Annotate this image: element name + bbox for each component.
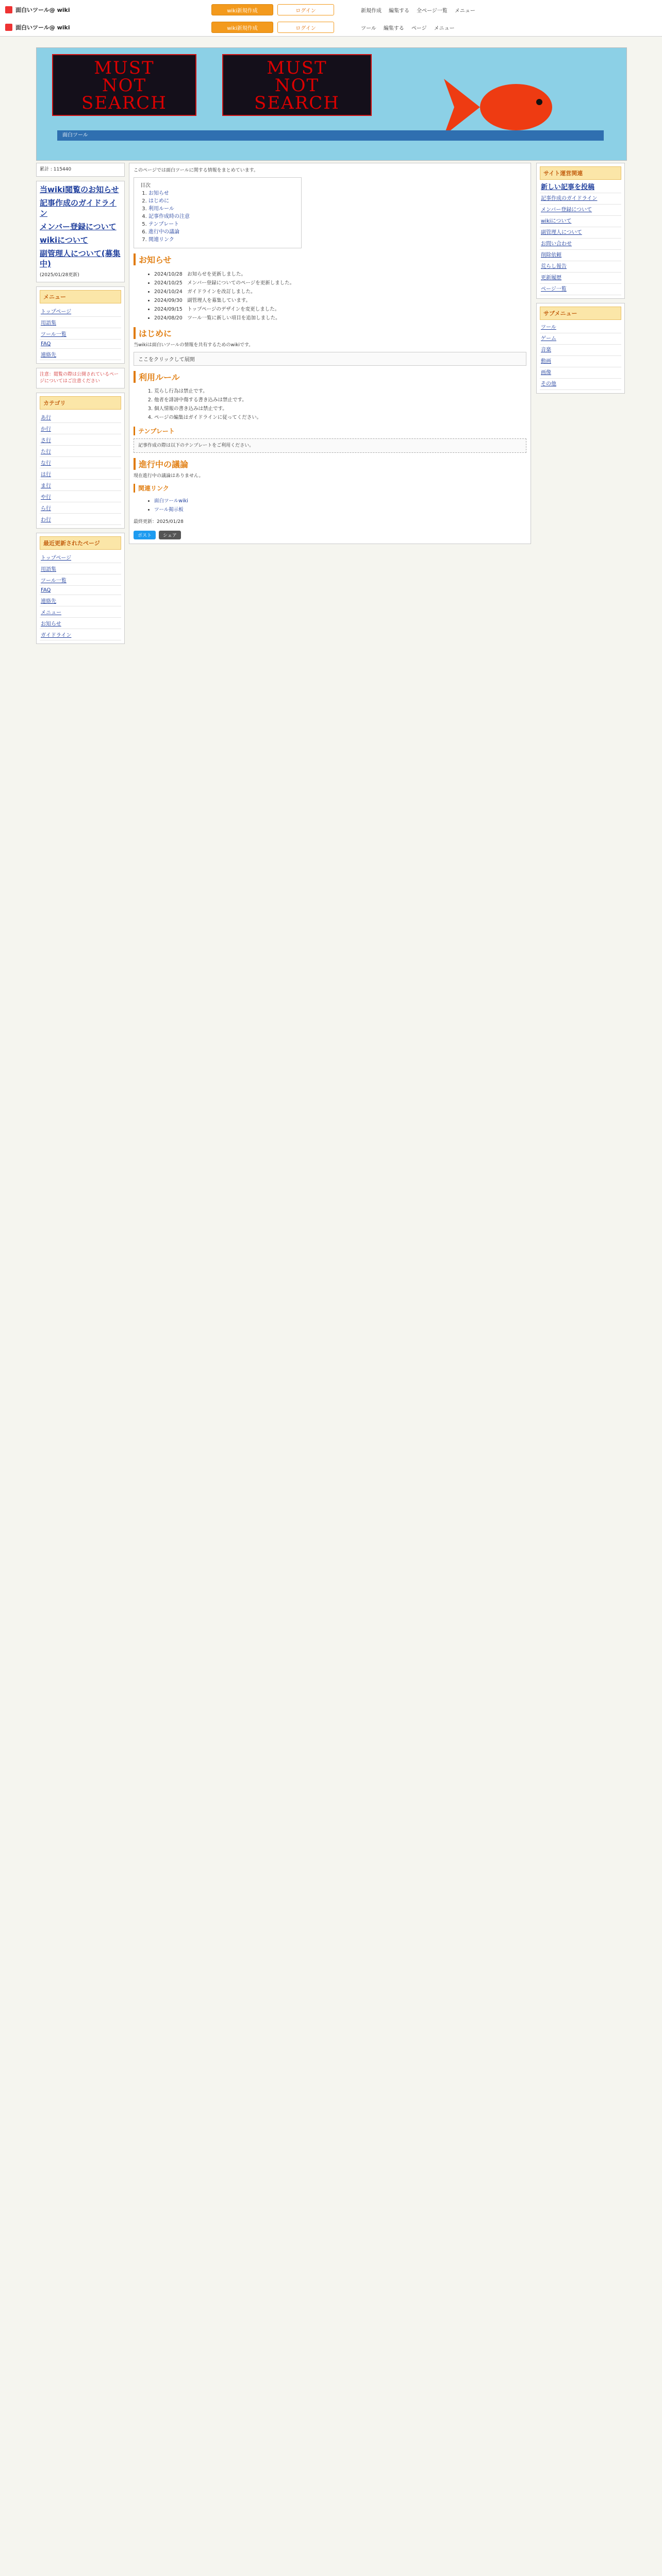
toc-title: 目次 <box>140 183 151 189</box>
toolbar-menu-item[interactable]: 編集する <box>389 8 409 14</box>
category-item[interactable]: さ行 <box>40 434 121 446</box>
share-buttons <box>134 531 526 539</box>
news-item: • 2024/08/20 ツール一覧に新しい項目を追加しました。 <box>154 314 526 322</box>
toolbar-menu-item[interactable]: ツール <box>361 25 376 31</box>
submenu-item[interactable]: 音楽 <box>540 345 621 356</box>
news-list <box>134 270 526 322</box>
template-heading: テンプレート <box>134 427 526 435</box>
site-ops-item[interactable]: お問い合わせ <box>540 239 621 250</box>
rule-item: 3. 個人情報の書き込みは禁止です。 <box>154 405 526 413</box>
recent-item[interactable]: お知らせ <box>40 618 121 629</box>
menu-item[interactable]: トップページ <box>40 306 121 317</box>
categories-box <box>36 393 125 529</box>
notice-box <box>36 368 125 388</box>
recent-item[interactable]: 用語集 <box>40 563 121 574</box>
info-link[interactable]: 当wiki閲覧のお知らせ <box>40 185 119 194</box>
info-link[interactable]: 記事作成のガイドライン <box>40 198 117 218</box>
recent-item[interactable]: トップページ <box>40 552 121 563</box>
toc-link[interactable]: テンプレート <box>148 222 179 227</box>
top-toolbar <box>0 0 662 37</box>
info-link[interactable]: 副管理人について(募集中) <box>40 249 121 268</box>
breadcrumb[interactable]: 面白ツール <box>57 130 604 141</box>
site-ops-item[interactable]: 荒らし報告 <box>540 261 621 273</box>
category-item[interactable]: か行 <box>40 423 121 434</box>
site-ops-item[interactable]: 記事作成のガイドライン <box>540 193 621 205</box>
template-box: 記事作成の際は以下のテンプレートをご利用ください。 <box>134 438 526 453</box>
submenu-item[interactable]: 動画 <box>540 356 621 367</box>
category-item[interactable]: や行 <box>40 491 121 502</box>
site-title[interactable]: 面白いツール@ wiki <box>5 6 70 14</box>
menu-title: メニュー <box>40 290 121 303</box>
toolbar-menu-item[interactable]: 編集する <box>383 25 404 31</box>
notice-text: 注意：閲覧の際は公開されているページについてはご注意ください <box>40 372 119 384</box>
header-banner-right: MUST NOT SEARCH <box>222 54 372 116</box>
news-item: • 2024/10/24 ガイドラインを改訂しました。 <box>154 288 526 296</box>
recent-item[interactable]: FAQ <box>40 586 121 595</box>
discussion-heading: 進行中の議論 <box>134 458 526 470</box>
menu-item[interactable]: FAQ <box>40 340 121 349</box>
about-text: 当wikiは面白いツールの情報を共有するためのwikiです。 <box>134 342 254 348</box>
collapse-toggle[interactable]: ここをクリックして展開 <box>134 352 526 366</box>
submenu-item[interactable]: ゲーム <box>540 333 621 345</box>
right-sidebar <box>536 163 625 398</box>
site-ops-item[interactable]: 削除依頼 <box>540 250 621 261</box>
info-link[interactable]: メンバー登録について <box>40 222 117 231</box>
category-item[interactable]: は行 <box>40 468 121 480</box>
related-link[interactable]: ツール掲示板 <box>154 507 184 513</box>
counter-box <box>36 163 125 177</box>
toolbar-menu-secondary <box>361 24 455 31</box>
toolbar-menu-item[interactable]: メニュー <box>434 25 455 31</box>
site-ops-item[interactable]: 新しい記事を投稿 <box>540 182 621 193</box>
recent-item[interactable]: ガイドライン <box>40 629 121 640</box>
info-links-box <box>36 181 125 282</box>
category-item[interactable]: あ行 <box>40 412 121 423</box>
categories-title: カテゴリ <box>40 396 121 410</box>
news-heading: お知らせ <box>134 253 526 265</box>
info-link[interactable]: wikiについて <box>40 235 88 245</box>
intro-text: このページでは面白ツールに関する情報をまとめています。 <box>134 168 258 173</box>
article-panel <box>129 163 531 544</box>
site-ops-box <box>536 163 625 299</box>
toc-link[interactable]: 関連リンク <box>148 237 174 243</box>
post-button[interactable]: ポスト <box>134 531 156 539</box>
links-heading: 関連リンク <box>134 484 526 493</box>
rules-list <box>134 387 526 421</box>
last-updated: 最終更新：2025/01/28 <box>134 519 184 524</box>
recent-item[interactable]: メニュー <box>40 606 121 618</box>
signup-button-secondary[interactable]: wiki新規作成 <box>211 22 273 33</box>
category-item[interactable]: た行 <box>40 446 121 457</box>
site-header <box>36 47 627 161</box>
share-button[interactable]: シェア <box>159 531 181 539</box>
news-item: • 2024/10/25 メンバー登録についてのページを更新しました。 <box>154 279 526 287</box>
related-links <box>134 497 526 514</box>
recent-item[interactable]: 連絡先 <box>40 595 121 606</box>
toolbar-menu <box>361 6 475 14</box>
menu-item[interactable]: 用語集 <box>40 317 121 328</box>
category-item[interactable]: ま行 <box>40 480 121 491</box>
site-ops-item[interactable]: wikiについて <box>540 216 621 227</box>
updated-date: (2025/01/28更新) <box>40 273 79 278</box>
about-heading: はじめに <box>134 327 526 339</box>
category-item[interactable]: ら行 <box>40 502 121 514</box>
left-sidebar <box>36 163 125 648</box>
submenu-title: サブメニュー <box>540 307 621 320</box>
submenu-item[interactable]: その他 <box>540 379 621 390</box>
news-item: • 2024/09/30 副管理人を募集しています。 <box>154 297 526 304</box>
menu-item[interactable]: 連絡先 <box>40 349 121 360</box>
category-item[interactable]: わ行 <box>40 514 121 525</box>
toc-link[interactable]: 記事作成時の注意 <box>148 214 190 219</box>
site-ops-item[interactable]: メンバー登録について <box>540 205 621 216</box>
page-counter: 累計 : 115440 <box>40 167 72 172</box>
toc-link[interactable]: はじめに <box>148 198 169 204</box>
site-title-secondary[interactable]: 面白いツール@ wiki <box>5 23 70 31</box>
table-of-contents <box>134 177 302 248</box>
menu-box <box>36 286 125 364</box>
toc-link[interactable]: 利用ルール <box>148 206 174 212</box>
recent-item[interactable]: ツール一覧 <box>40 574 121 586</box>
site-favicon-icon <box>5 6 12 13</box>
recent-title: 最近更新されたページ <box>40 536 121 550</box>
submenu-item[interactable]: ツール <box>540 322 621 333</box>
signup-button[interactable]: wiki新規作成 <box>211 4 273 15</box>
submenu-box <box>536 303 625 394</box>
login-button[interactable]: ログイン <box>277 4 334 15</box>
recent-box <box>36 533 125 644</box>
toc-link[interactable]: 進行中の議論 <box>148 229 179 235</box>
category-item[interactable]: な行 <box>40 457 121 468</box>
rule-item: 1. 荒らし行為は禁止です。 <box>154 387 526 395</box>
site-ops-item[interactable]: 更新履歴 <box>540 273 621 284</box>
rules-heading: 利用ルール <box>134 371 526 383</box>
site-ops-title: サイト運営関連 <box>540 166 621 180</box>
submenu-item[interactable]: 画像 <box>540 367 621 379</box>
header-banner-left: MUST NOT SEARCH <box>52 54 196 116</box>
discussion-text: 現在進行中の議論はありません。 <box>134 473 204 479</box>
main-content <box>129 163 531 548</box>
news-item: • 2024/09/15 トップページのデザインを変更しました。 <box>154 306 526 313</box>
toolbar-menu-item[interactable]: メニュー <box>454 8 475 14</box>
toc-link[interactable]: お知らせ <box>148 191 169 196</box>
site-ops-item[interactable]: 副管理人について <box>540 227 621 239</box>
news-item: • 2024/10/28 お知らせを更新しました。 <box>154 270 526 278</box>
toolbar-menu-item[interactable]: ページ <box>411 25 427 31</box>
toolbar-menu-item[interactable]: 全ページ一覧 <box>417 8 448 14</box>
login-button-secondary[interactable]: ログイン <box>277 22 334 33</box>
rule-item: 2. 他者を誹謗中傷する書き込みは禁止です。 <box>154 396 526 404</box>
related-link[interactable]: 面白ツールwiki <box>154 498 188 504</box>
toolbar-menu-item[interactable]: 新規作成 <box>361 8 382 14</box>
site-ops-item[interactable]: ページ一覧 <box>540 284 621 295</box>
site-favicon-icon <box>5 24 12 31</box>
rule-item: 4. ページの編集はガイドラインに従ってください。 <box>154 414 526 421</box>
menu-item[interactable]: ツール一覧 <box>40 328 121 340</box>
